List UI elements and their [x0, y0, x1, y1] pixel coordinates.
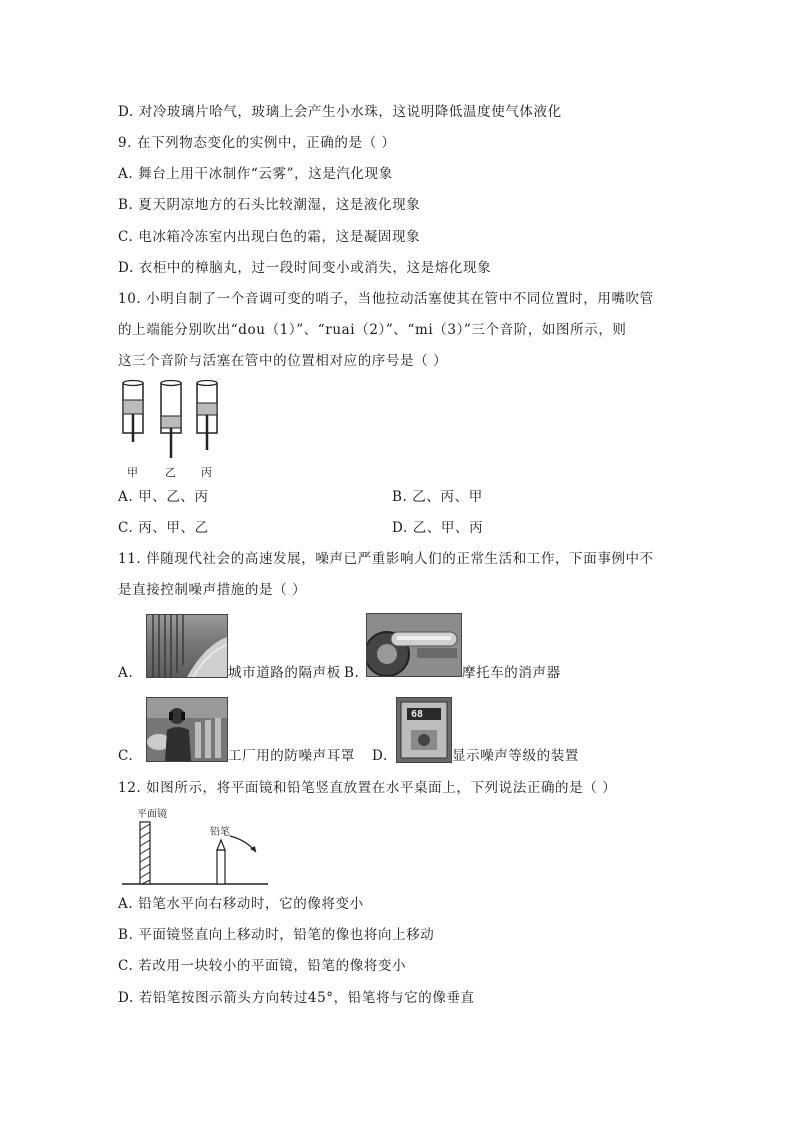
earmuff-factory-photo [146, 697, 228, 762]
noise-meter-photo [396, 697, 452, 763]
q10-stem-line-1: 10. 小明自制了一个音调可变的哨子，当他拉动活塞使其在管中不同位置时，用嘴吹管 [118, 291, 654, 307]
noise-meter-reading: 68 [411, 709, 424, 720]
q11-option-a-caption: 城市道路的隔声板 [228, 665, 341, 681]
q12-option-a: A. 铅笔水平向右移动时，它的像将变小 [118, 896, 364, 912]
q11-option-d-letter: D. [372, 748, 388, 764]
q10-tubes-figure [118, 378, 228, 458]
q12-option-c: C. 若改用一块较小的平面镜，铅笔的像将变小 [118, 958, 407, 974]
q12-mirror-pencil-figure [118, 806, 278, 888]
q9-option-b: B. 夏天阴凉地方的石头比较潮湿，这是液化现象 [118, 197, 421, 213]
q11-option-b-caption: 摩托车的消声器 [462, 665, 561, 681]
q11-option-b-letter: B. [344, 665, 360, 681]
q8-option-d: D. 对冷玻璃片哈气，玻璃上会产生小水珠，这说明降低温度使气体液化 [118, 104, 562, 120]
q10-option-d: D. 乙、甲、丙 [392, 520, 484, 536]
tube-label-bing: 丙 [201, 466, 212, 479]
tube-label-yi: 乙 [165, 466, 176, 479]
q10-stem-line-2: 的上端能分别吹出“dou（1）”、“ruai（2）”、“mi（3）”三个音阶，如图所示，则 [118, 322, 627, 338]
pencil [217, 840, 225, 884]
q10-stem-line-3: 这三个音阶与活塞在管中的位置相对应的序号是（ ） [118, 353, 448, 369]
q12-option-b: B. 平面镜竖直向上移动时，铅笔的像也将向上移动 [118, 927, 435, 943]
q12-option-d: D. 若铅笔按图示箭头方向转过45°，铅笔将与它的像垂直 [118, 990, 475, 1006]
q11-option-c-caption: 工厂用的防噪声耳罩 [228, 748, 355, 764]
q11-option-c-letter: C. [118, 748, 134, 764]
tube-yi [161, 381, 181, 459]
q9-stem: 9. 在下列物态变化的实例中，正确的是（ ） [118, 135, 396, 151]
q11-stem-line-1: 11. 伴随现代社会的高速发展，噪声已严重影响人们的正常生活和工作，下面事例中不 [118, 551, 654, 567]
q9-option-c: C. 电冰箱冷冻室内出现白色的霜，这是凝固现象 [118, 229, 421, 245]
q9-option-d: D. 衣柜中的樟脑丸，过一段时间变小或消失，这是熔化现象 [118, 260, 492, 276]
tube-label-jia: 甲 [127, 466, 138, 479]
mirror-label: 平面镜 [137, 809, 167, 820]
q9-option-a: A. 舞台上用干冰制作“云雾”，这是汽化现象 [118, 166, 393, 182]
q10-option-a: A. 甲、乙、丙 [118, 489, 209, 505]
muffler-photo [366, 613, 462, 677]
q10-option-c: C. 丙、甲、乙 [118, 520, 209, 536]
q11-option-a-letter: A. [118, 665, 134, 681]
pencil-label: 铅笔 [210, 827, 230, 838]
q12-stem: 12. 如图所示，将平面镜和铅笔竖直放置在水平桌面上，下列说法正确的是（ ） [118, 780, 617, 796]
plane-mirror [140, 822, 150, 884]
sound-barrier-photo [146, 614, 228, 678]
q10-option-b: B. 乙、丙、甲 [392, 489, 483, 505]
tube-bing [197, 381, 217, 451]
tube-jia [123, 381, 143, 443]
rotation-arrow [230, 836, 256, 852]
q11-option-d-caption: 显示噪声等级的装置 [452, 748, 579, 764]
q11-stem-line-2: 是直接控制噪声措施的是（ ） [118, 582, 307, 598]
